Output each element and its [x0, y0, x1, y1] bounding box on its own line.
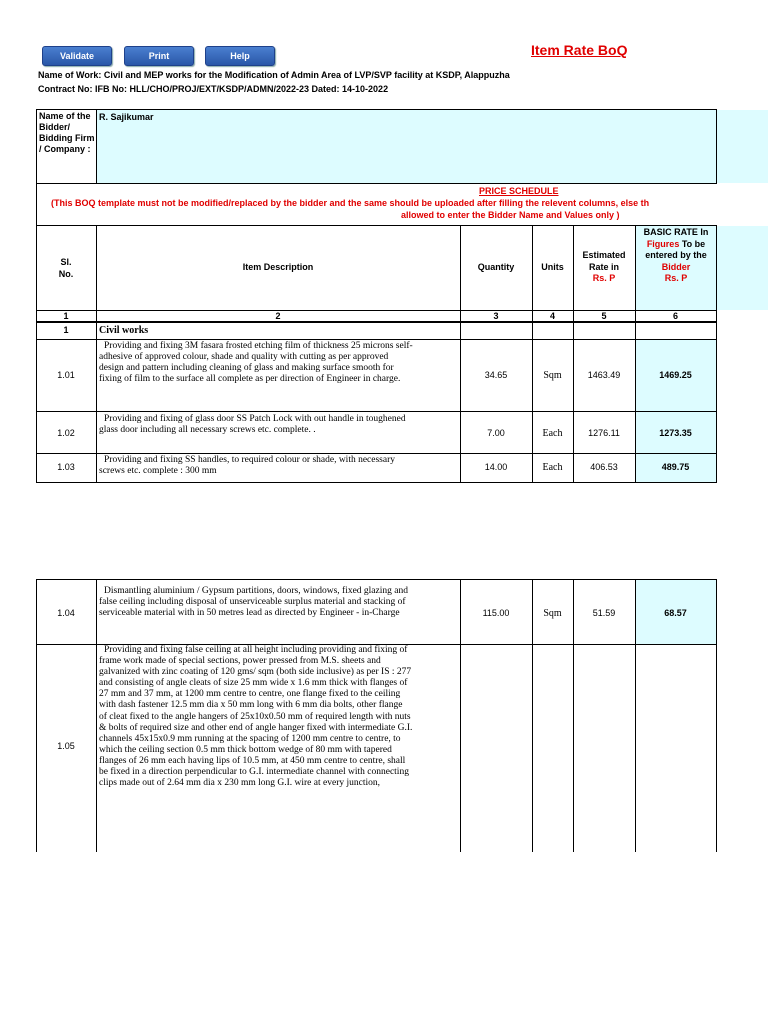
- bidder-name[interactable]: R. Sajikumar: [99, 112, 154, 122]
- schedule-note-line1: (This BOQ template must not be modified/replaced by the bidder and the same should be uploaded after filling the relevent columns, else th: [51, 198, 650, 208]
- item-est-rate: 406.53: [590, 462, 618, 472]
- help-button[interactable]: Help: [205, 46, 275, 66]
- col-number: 5: [601, 311, 607, 321]
- page-title: Item Rate BoQ: [531, 42, 628, 58]
- col-basic-rate-header: BASIC RATE In Figures To be entered by the Bidder Rs. P: [643, 227, 709, 283]
- col-qty-header: Quantity: [477, 262, 515, 272]
- bidder-label: Name of the Bidder/ Bidding Firm / Company :: [39, 111, 95, 154]
- item-description: Providing and fixing of glass door SS Patch Lock with out handle in toughened glass door including all necessary screws etc. complete. .: [99, 414, 406, 436]
- item-sl: 1.02: [57, 428, 75, 438]
- item-description: Dismantling aluminium / Gypsum partitions, doors, windows, fixed glazing and false ceiling including disposal of unserviceable surplus material and stacking of serviceable material with in 50 metres lead as directed by Engineer - in-Charge: [99, 586, 408, 619]
- item-unit: Each: [542, 462, 563, 473]
- col-number: 3: [493, 311, 499, 321]
- item-quantity: 34.65: [484, 370, 508, 380]
- item-description: Providing and fixing SS handles, to required colour or shade, with necessary screws etc. complete : 300 mm: [99, 455, 396, 477]
- col-est-header: Estimated Rate in Rs. P: [582, 250, 626, 283]
- section-label: Civil works: [99, 325, 149, 336]
- item-bid-rate[interactable]: 1469.25: [659, 370, 692, 380]
- section-number: 1: [63, 325, 69, 335]
- item-est-rate: 51.59: [592, 608, 616, 618]
- item-sl: 1.03: [57, 462, 75, 472]
- item-sl: 1.05: [57, 741, 75, 751]
- item-unit: Sqm: [543, 370, 562, 381]
- col-number: 4: [549, 311, 555, 321]
- col-number: 1: [63, 311, 69, 321]
- item-description: Providing and fixing false ceiling at all height including providing and fixing of frame work made of special sections, power pressed from M.S. sheets and galvanized with zinc coating of 120 gms/ sqm (both side inclusive) as per IS : 277 and consisting of angle cleats of size 25 mm wide x 1.6 mm thick with flanges of 27 mm and 37 mm, at 1200 mm centre to centre, one flange fixed to the ceiling with dash fastener 12.5 mm dia x 50 mm long with 6 mm dia bolts, other flange of cleat fixed to the angle hangers of 25x10x0.50 mm of required length with nuts & bolts of required size and other end of angle hanger fixed with intermediate G.I. channels 45x15x0.9 mm running at the spacing of 1200 mm centre to centre, to which the ceiling section 0.5 mm thick bottom wedge of 80 mm with tapered flanges of 26 mm each having lips of 10.5 mm, at 450 mm centre to centre, shall be fixed in a direction perpendicular to G.I. intermediate channel with connecting clips made out of 2.64 mm dia x 230 mm long G.I. wire at every junction,: [99, 645, 413, 789]
- item-bid-rate[interactable]: 68.57: [664, 608, 687, 618]
- col-desc-header: Item Description: [242, 262, 314, 272]
- item-quantity: 7.00: [487, 428, 505, 438]
- contract-no: Contract No: IFB No: HLL/CHO/PROJ/EXT/KSDP/ADMN/2022-23 Dated: 14-10-2022: [38, 84, 389, 94]
- print-button[interactable]: Print: [124, 46, 194, 66]
- price-schedule-title: PRICE SCHEDULE: [479, 186, 559, 196]
- item-quantity: 14.00: [484, 462, 508, 472]
- name-of-work: Name of Work: Civil and MEP works for the Modification of Admin Area of LVP/SVP facility at KSDP, Alappuzha: [38, 70, 510, 80]
- item-bid-rate[interactable]: 1273.35: [659, 428, 692, 438]
- col-sl-header: Sl. No.: [58, 257, 74, 279]
- item-bid-rate[interactable]: 489.75: [661, 462, 690, 472]
- bidder-name-fill: [97, 110, 768, 183]
- item-sl: 1.04: [57, 608, 75, 618]
- col-number: 2: [275, 311, 281, 321]
- item-est-rate: 1276.11: [588, 428, 620, 438]
- item-description: Providing and fixing 3M fasara frosted etching film of thickness 25 microns self- adhesive of approved colour, shade and quality with cutting as per approved design and pattern including cleaning of glass and making surface smooth for fixing of film to the surface all complete as per direction of Engineer in charge.: [99, 341, 413, 385]
- item-est-rate: 1463.49: [587, 370, 621, 380]
- item-sl: 1.01: [57, 370, 75, 380]
- item-unit: Each: [542, 428, 563, 439]
- validate-button[interactable]: Validate: [42, 46, 112, 66]
- col-units-header: Units: [541, 262, 564, 272]
- item-unit: Sqm: [543, 608, 562, 619]
- col-number: 6: [672, 311, 678, 321]
- schedule-note-line2: allowed to enter the Bidder Name and Values only ): [401, 210, 620, 220]
- item-quantity: 115.00: [482, 608, 510, 618]
